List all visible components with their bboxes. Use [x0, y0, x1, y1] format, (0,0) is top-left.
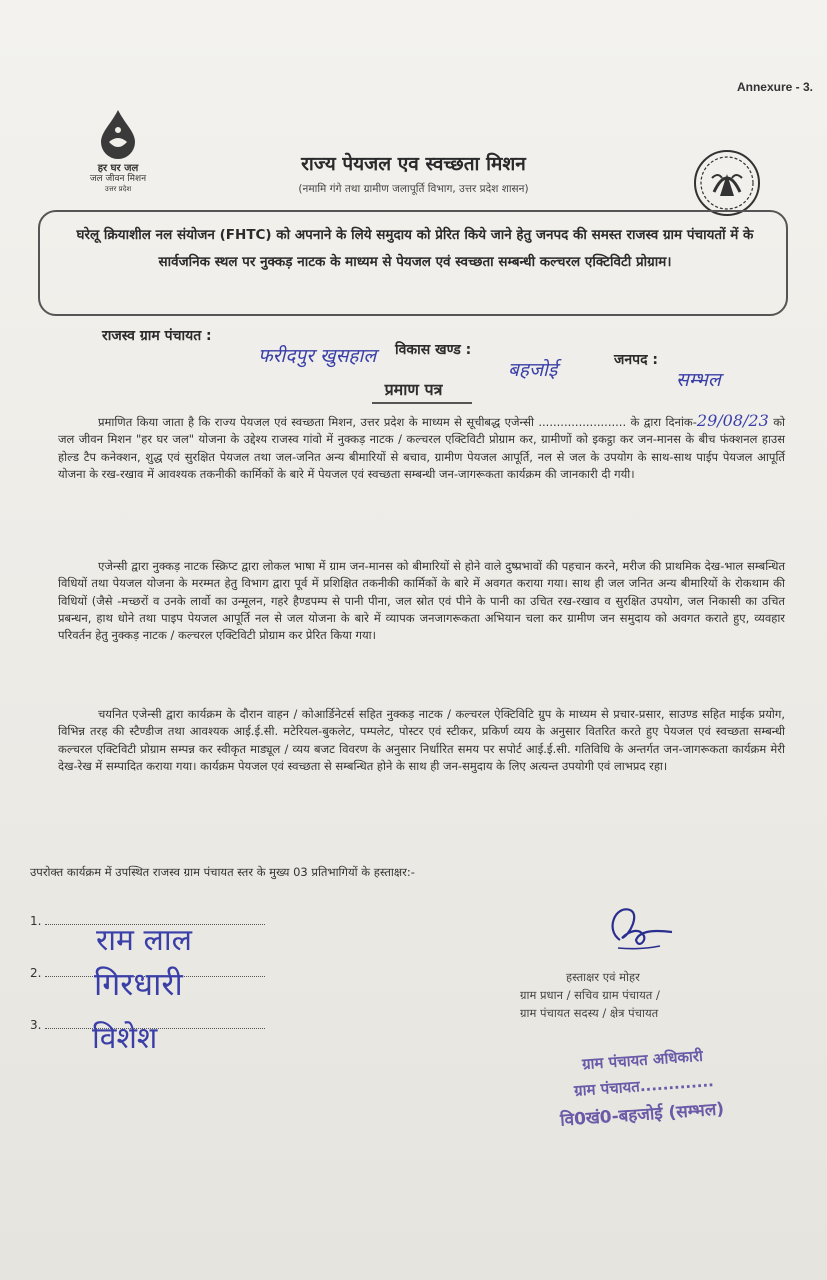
para1-part1: प्रमाणित किया जाता है कि राज्य पेयजल एवं स्वच्छता मिशन, उत्तर प्रदेश के माध्यम से सूचीबद्ध एजेन्सी ........................ के द्वारा दिनांक-	[98, 415, 697, 429]
gram-panchayat-value: फरीदपुर खुसहाल	[258, 345, 377, 367]
pradhan-signature-icon	[600, 900, 680, 960]
program-date: 29/08/23	[696, 411, 769, 430]
authority-line2: ग्राम प्रधान / सचिव ग्राम पंचायत /	[520, 988, 660, 1002]
paragraph-1	[58, 412, 785, 483]
signatory-1-name: राम लाल	[96, 923, 192, 958]
program-title-text: घरेलू क्रियाशील नल संयोजन (FHTC) को अपनाने के लिये समुदाय को प्रेरित किये जाने हेतु जनपद की समस्त राजस्व ग्राम पंचायतों में के सार्वजनिक स्थल पर नुक्कड़ नाटक के माध्यम से पेयजल एवं स्वच्छता सम्बन्धी कल्चरल एक्टिविटी प्रोग्राम।	[76, 227, 754, 270]
mission-subtitle: (नमामि गंगे तथा ग्रामीण जलापूर्ति विभाग, उत्तर प्रदेश शासन)	[298, 183, 529, 195]
signatory-3-num: 3.	[30, 1018, 42, 1032]
signatories-intro: उपरोक्त कार्यक्रम में उपस्थित राजस्व ग्राम पंचायत स्तर के मुख्य 03 प्रतिभागियों के हस्ताक्षर:-	[30, 865, 415, 879]
para3-text: चयनित एजेन्सी द्वारा कार्यक्रम के दौरान वाहन / कोआर्डिनेटर्स सहित नुक्कड़ नाटक / कल्चरल ऐक्टिविटि ग्रुप के माध्यम से प्रचार-प्रसार, साउण्ड सहित माईक प्रयोग, विभिन्न तरह की स्टैण्डीज तथा आवश्यक आई.ई.सी. मटेरियल-बुकलेट, पम्पलेट, पोस्टर एवं स्टीकर, प्रकिर्ण व्यय के अनुसार वितरित करते हुए पेयजल एवं स्वच्छता सम्बन्धी कल्चरल एक्टिविटी प्रोग्राम सम्पन्न कर स्वीकृत माड्यूल / व्यय बजट विवरण के अनुसार निर्धारित समय पर सपोर्ट आई.ई.सी. गतिविधि के अन्तर्गत जन-जागरूकता कार्यक्रम मेरी देख-रेख में सम्पादित कराया गया। कार्यक्रम पेयजल एवं स्वच्छता से सम्बन्धित होने के साथ ही जन-समुदाय के लिए अत्यन्त उपयोगी एवं लाभप्रद रहा।	[58, 707, 785, 773]
signatory-2-num: 2.	[30, 966, 42, 980]
gram-panchayat-label: राजस्व ग्राम पंचायत :	[102, 328, 212, 344]
block-label: विकास खण्ड :	[395, 342, 472, 358]
paragraph-2	[58, 558, 785, 644]
para1-part2: को जल जीवन मिशन "हर घर जल" योजना के उद्देश्य राजस्व गांवो में नुक्कड़ नाटक / कल्चरल एक्टिविटी प्रोग्राम कर, ग्रामीणों को इकट्ठा कर जन-मानस के बीच फंक्शनल हाउस होल्ड टैप कनेक्शन, शुद्ध एवं सुरक्षित पेयजल तथा जल-जनित अन्य बीमारियों से बचाव, ग्रामीण पेयजल आपूर्ति, नल से जल के उपयोग के साथ-साथ पाईप पेयजल आपूर्ति योजना के रख-रखाव में आवश्यक तकनीकी कार्मिकों के बारे में पेयजल एवं स्वच्छता सम्बन्धी जन-जागरूकता कार्यक्रम की जानकारी दी गयी।	[58, 415, 786, 481]
logo-line1: हर घर जल	[97, 163, 139, 174]
signatory-3-name: विशेश	[92, 1021, 158, 1056]
block-value: बहजोई	[508, 359, 558, 381]
heading-underline	[372, 402, 472, 404]
logo-line2: जल जीवन मिशन	[89, 174, 147, 184]
certificate-heading: प्रमाण पत्र	[384, 380, 443, 399]
stamp-line3: वि0खं0-बहजोई (सम्भल)	[559, 1099, 725, 1131]
stamp-line1: ग्राम पंचायत अधिकारी	[581, 1046, 704, 1074]
authority-block	[520, 968, 740, 1022]
logo-line3: उत्तर प्रदेश	[104, 185, 132, 193]
mission-title: राज्य पेयजल एव स्वच्छता मिशन	[301, 153, 526, 175]
authority-line3: ग्राम पंचायत सदस्य / क्षेत्र पंचायत	[520, 1006, 659, 1020]
signatory-2-name: गिरधारी	[94, 965, 183, 1003]
para2-text: एजेन्सी द्वारा नुक्कड़ नाटक स्क्रिप्ट द्वारा लोकल भाषा में ग्राम जन-मानस को बीमारियों से होने वाले दुष्प्रभावों की पहचान करने, मरीज की प्राथमिक देख-भाल सम्बन्धित विधियों तथा पेयजल योजना के मरम्मत हेतु विभाग द्वारा पूर्व में प्रशिक्षित तकनीकी कार्मिकों के बारे में अवगत कराया गया। साथ ही जल जनित अन्य बीमारियों के रोकथाम की विधियों (जैसे -मच्छरों व उनके लार्वो का उन्मूलन, गहरे हैण्डपम्प से पानी पीना, जल स्रोत एवं पीने के पानी का उचित रख-रखाव व सुरक्षित उपयोग, जल निकासी का उचित प्रबन्धन, हाथ धोने तथा पाइप पेयजल आपूर्ति नल से जल योजना के बारे में व्यापक जनजागरूकता अभियान चला कर ग्रामीण जन समुदाय को अवगत कराते हुए, व्यवहार परिवर्तन हेतु नुक्कड़ नाटक / कल्चरल एक्टिविटी प्रोग्राम कर प्रेरित किया गया।	[58, 559, 785, 643]
stamp-line2: ग्राम पंचायत.............	[573, 1072, 715, 1100]
district-label: जनपद :	[614, 352, 659, 368]
signatory-1-num: 1.	[30, 914, 42, 928]
district-value: सम्भल	[676, 369, 721, 391]
paragraph-3	[58, 706, 785, 775]
annexure-label: Annexure - 3.	[736, 80, 813, 94]
authority-line1: हस्ताक्षर एवं मोहर	[566, 970, 640, 984]
